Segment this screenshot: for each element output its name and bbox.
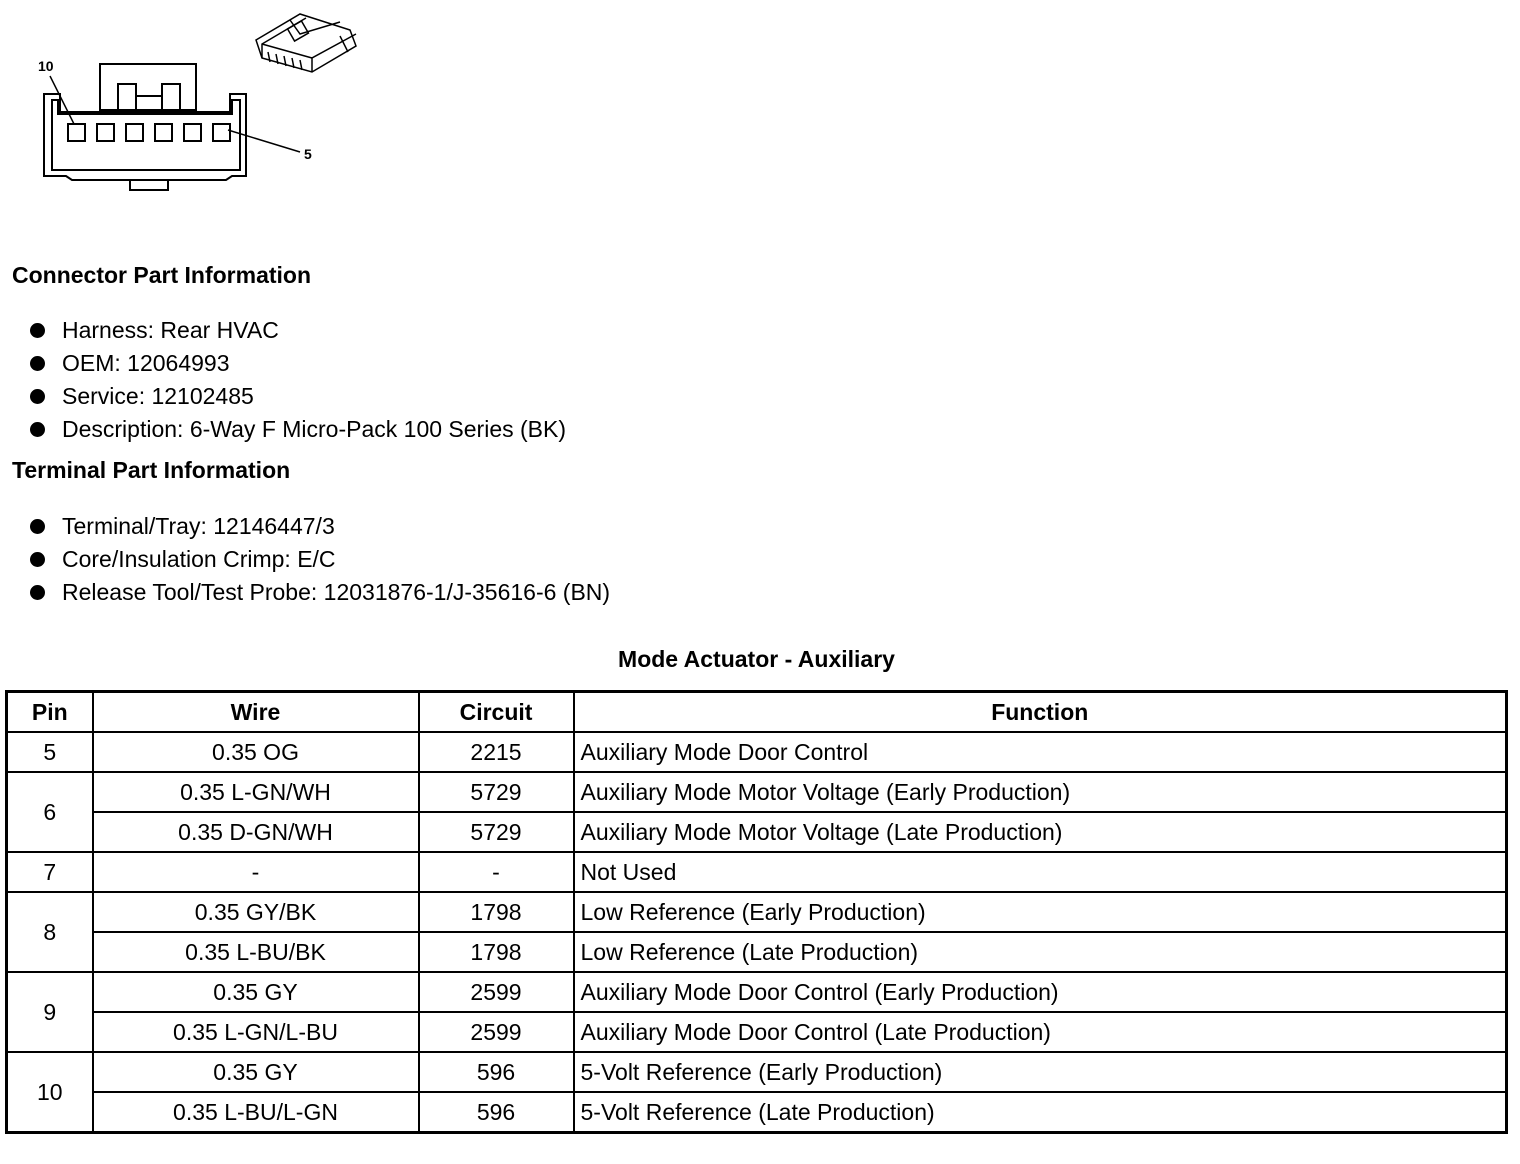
header-pin: Pin [7,692,93,733]
pin-cell: 5 [7,732,93,772]
circuit-cell: - [419,852,574,892]
wire-cell: 0.35 L-BU/L-GN [93,1092,419,1133]
circuit-cell: 1798 [419,932,574,972]
circuit-cell: 1798 [419,892,574,932]
bullet-icon [30,552,45,567]
callout-pin-10: 10 [38,58,54,74]
terminal-part-list [30,510,610,609]
table-row [7,1012,1507,1052]
cavity-6 [184,124,201,141]
circuit-cell: 596 [419,1052,574,1092]
connector-latch [100,64,196,110]
wire-cell: 0.35 GY [93,1052,419,1092]
wire-cell: 0.35 L-BU/BK [93,932,419,972]
function-cell: Low Reference (Early Production) [574,892,1507,932]
function-cell: Low Reference (Late Production) [574,932,1507,972]
wire-cell: 0.35 OG [93,732,419,772]
circuit-cell: 2599 [419,1012,574,1052]
wire-cell: - [93,852,419,892]
circuit-cell: 596 [419,1092,574,1133]
circuit-cell: 2215 [419,732,574,772]
function-cell: Not Used [574,852,1507,892]
function-cell: Auxiliary Mode Motor Voltage (Late Production) [574,812,1507,852]
function-cell: 5-Volt Reference (Late Production) [574,1092,1507,1133]
cavity-10 [68,124,85,141]
connector-part-heading: Connector Part Information [12,262,312,288]
bullet-icon [30,422,45,437]
list-item: Terminal/Tray: 12146447/3 [30,510,610,543]
bullet-icon [30,585,45,600]
bullet-icon [30,389,45,404]
wire-cell: 0.35 GY [93,972,419,1012]
wire-cell: 0.35 D-GN/WH [93,812,419,852]
pin-cell: 6 [7,772,93,852]
terminal-part-heading: Terminal Part Information [12,457,291,483]
table-row [7,1052,1507,1092]
table-row [7,972,1507,1012]
wire-cell: 0.35 L-GN/WH [93,772,419,812]
function-cell: Auxiliary Mode Motor Voltage (Early Production) [574,772,1507,812]
cavity-9 [97,124,114,141]
callout-pin-5: 5 [304,146,312,162]
pinout-table [5,690,1508,1134]
table-row [7,892,1507,932]
pin-cell: 8 [7,892,93,972]
function-cell: Auxiliary Mode Door Control (Early Production) [574,972,1507,1012]
table-row [7,932,1507,972]
table-row [7,812,1507,852]
list-item: Harness: Rear HVAC [30,314,566,347]
bullet-icon [30,519,45,534]
function-cell: Auxiliary Mode Door Control (Late Production) [574,1012,1507,1052]
function-cell: Auxiliary Mode Door Control [574,732,1507,772]
circuit-cell: 5729 [419,772,574,812]
list-item: Description: 6-Way F Micro-Pack 100 Series (BK) [30,413,566,446]
list-item: Release Tool/Test Probe: 12031876-1/J-35616-6 (BN) [30,576,610,609]
table-header-row [7,692,1507,733]
wire-cell: 0.35 GY/BK [93,892,419,932]
cavity-7 [155,124,172,141]
wire-cell: 0.35 L-GN/L-BU [93,1012,419,1052]
pin-cell: 10 [7,1052,93,1133]
table-row [7,1092,1507,1133]
header-circuit: Circuit [419,692,574,733]
table-row [7,852,1507,892]
header-function: Function [574,692,1507,733]
list-item: Core/Insulation Crimp: E/C [30,543,610,576]
table-title: Mode Actuator - Auxiliary [618,646,895,672]
header-wire: Wire [93,692,419,733]
circuit-cell: 2599 [419,972,574,1012]
pin-cell: 9 [7,972,93,1052]
connector-body [44,94,246,180]
list-item: OEM: 12064993 [30,347,566,380]
bullet-icon [30,323,45,338]
cavity-5 [213,124,230,141]
function-cell: 5-Volt Reference (Early Production) [574,1052,1507,1092]
connector-part-list [30,314,566,446]
table-row [7,772,1507,812]
list-item: Service: 12102485 [30,380,566,413]
table-row [7,732,1507,772]
connector-diagram [0,0,380,210]
circuit-cell: 5729 [419,812,574,852]
bullet-icon [30,356,45,371]
cavity-8 [126,124,143,141]
connector-iso-view [256,14,356,72]
pin-cell: 7 [7,852,93,892]
